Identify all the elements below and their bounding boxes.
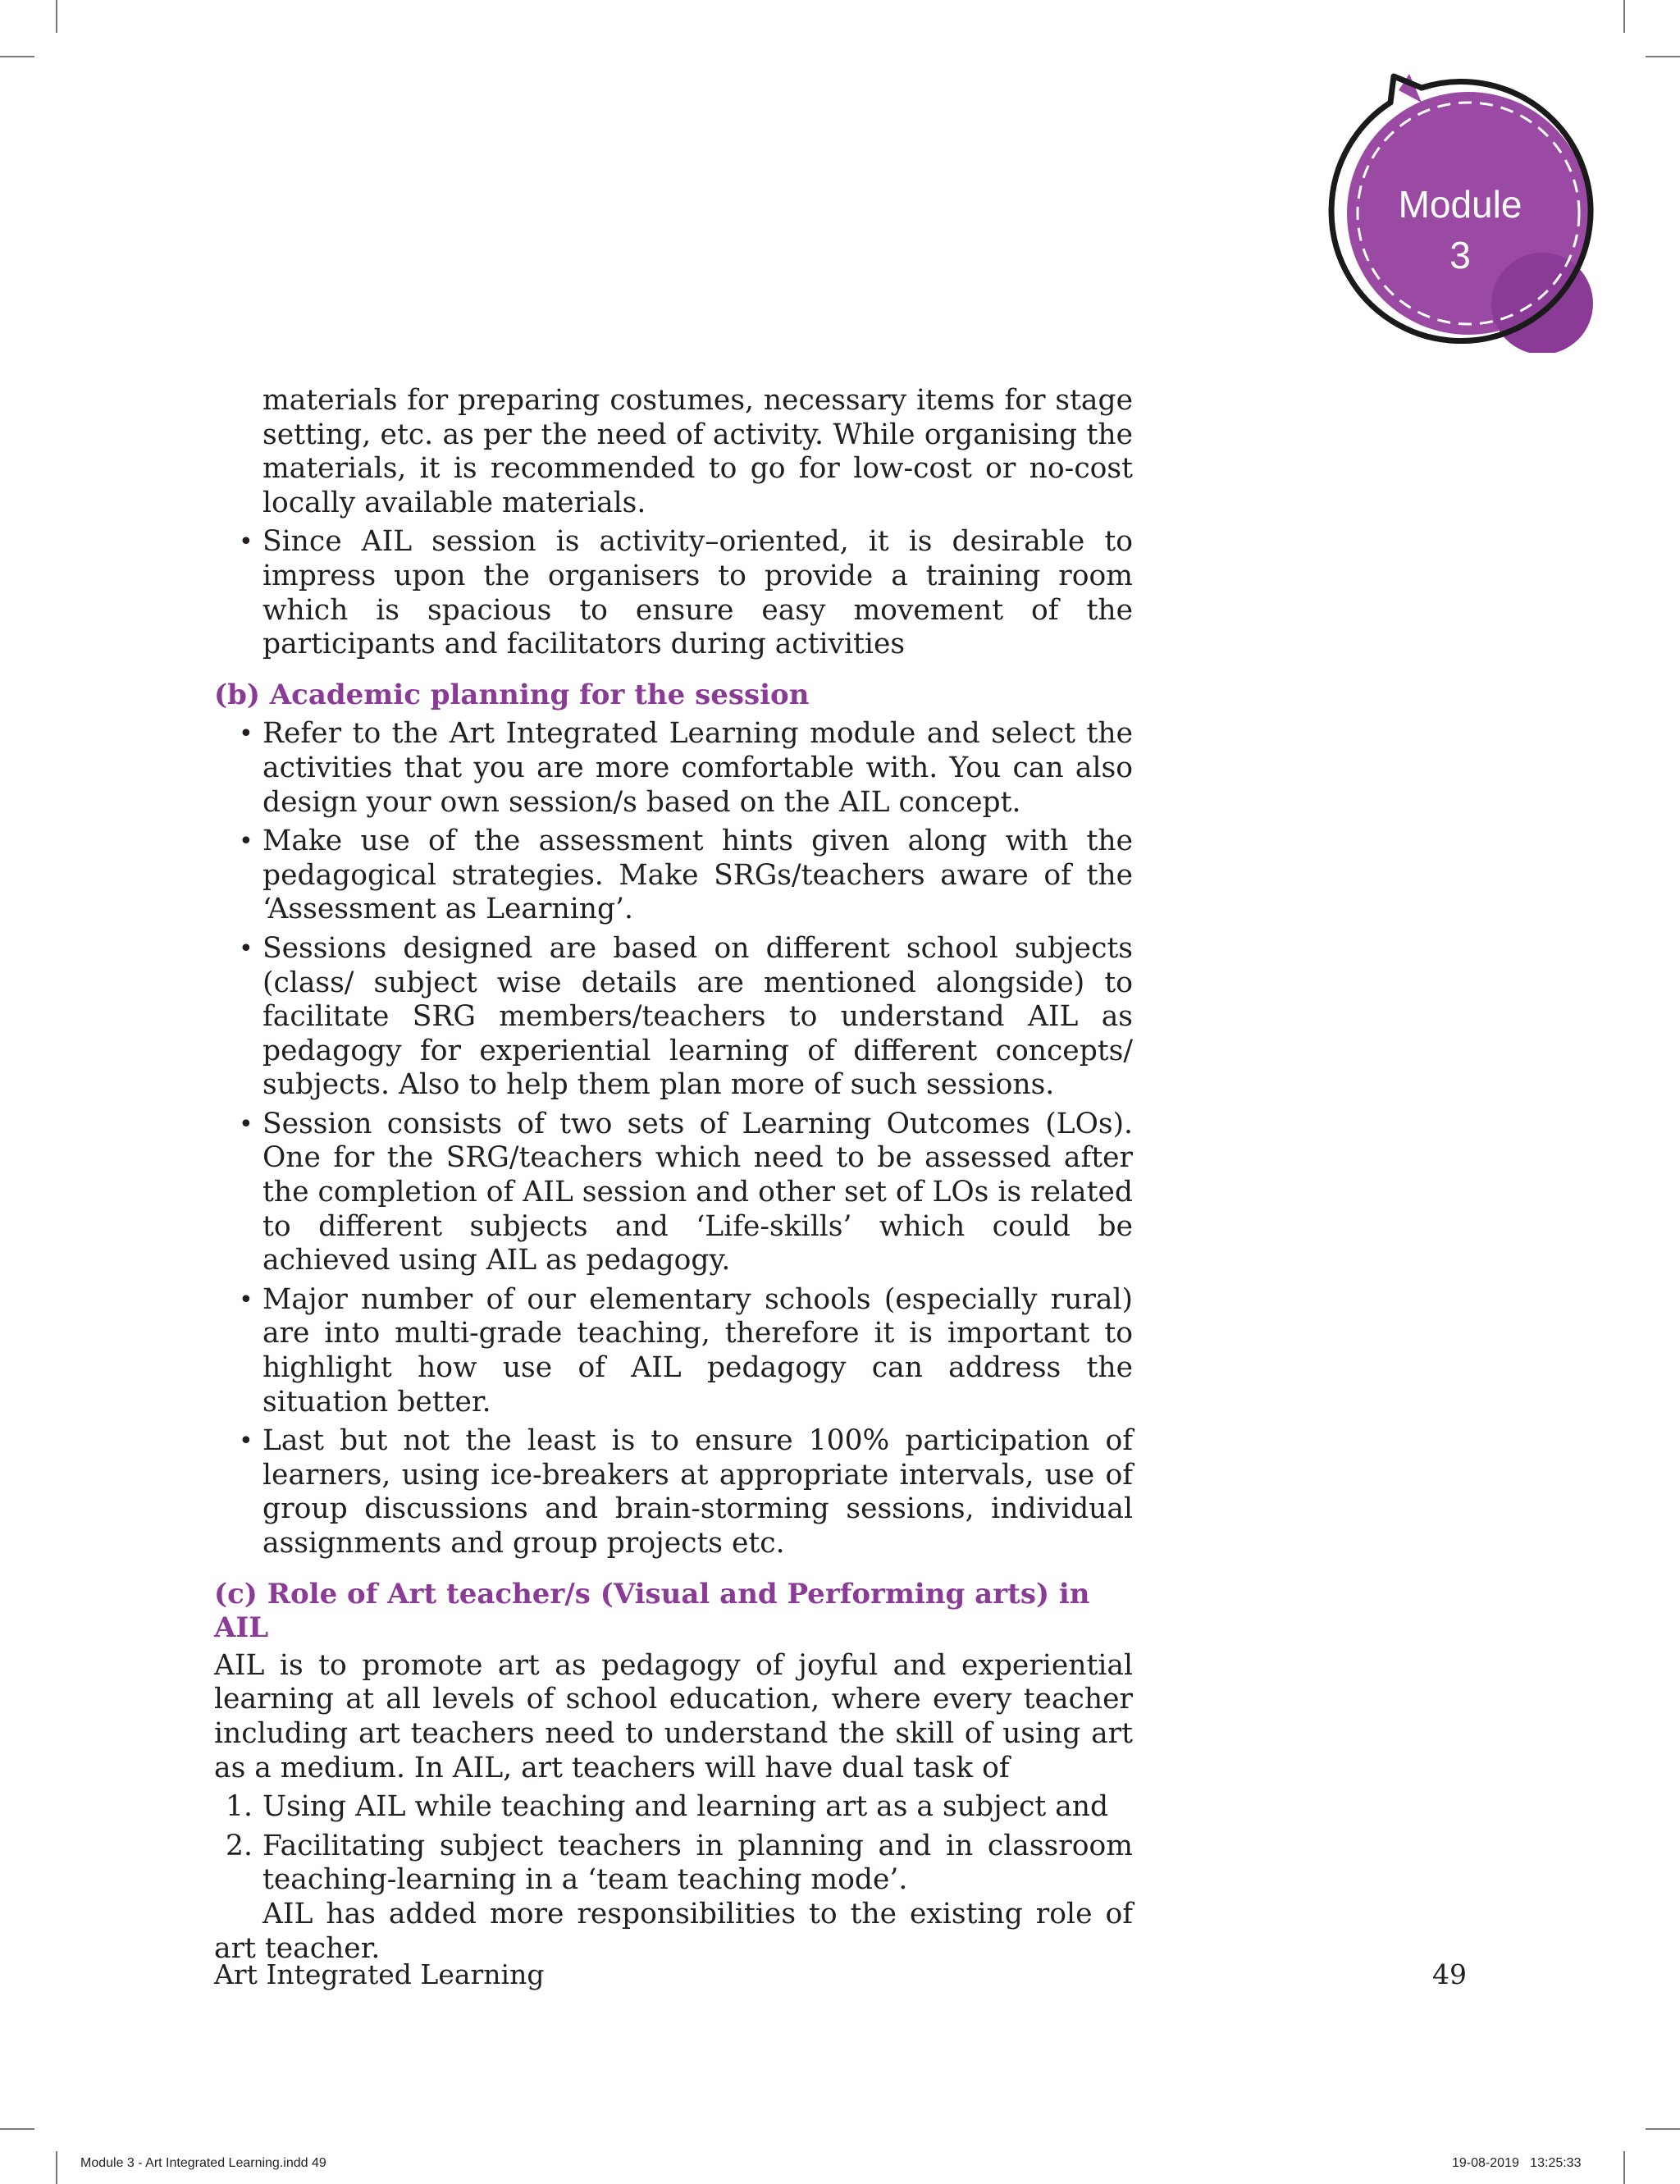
list-item-text: Session consists of two sets of Learning Outcomes (LOs). One for the SRG/teachers which need to be assessed after the completion of AIL session and other set of LOs is related to different subjects and ‘Life-skills’ which could be achieved using AIL as pedagogy. [262, 1107, 1133, 1277]
continued-paragraph: materials for preparing costumes, necessary items for stage setting, etc. as per the need of activity. While organising the materials, it is recommended to go for low-cost or no-cost locally available materials. [262, 384, 1133, 519]
list-item [214, 717, 1133, 820]
list-item [214, 1424, 1133, 1560]
crop-mark [1646, 2128, 1680, 2130]
list-number: 2. [226, 1829, 253, 1862]
running-footer-title: Art Integrated Learning [214, 1958, 545, 1990]
closing-paragraph: AIL has added more responsibilities to the existing role of art teacher. [214, 1897, 1133, 1965]
module-label: Module [1398, 183, 1522, 226]
crop-mark [56, 0, 57, 33]
list-item [214, 1830, 1133, 1898]
crop-mark [0, 56, 34, 57]
list-item [214, 1283, 1133, 1419]
bullet-icon: • [239, 934, 253, 963]
list-item-text: Make use of the assessment hints given along with the pedagogical strategies. Make SRGs/teachers aware of the ‘Assessment as Learning’. [262, 825, 1133, 926]
bullet-icon: • [239, 720, 253, 749]
bullet-list-a [214, 525, 1133, 661]
list-item-text: Sessions designed are based on different school subjects (class/ subject wise details are mentioned alongside) to facilitate SRG members/teachers to understand AIL as pedagogy for experiential learning of different concepts/ subjects. Also to help them plan more of such sessions. [262, 931, 1133, 1102]
list-item-text: Major number of our elementary schools (especially rural) are into multi-grade teaching, therefore it is important to highlight how use of AIL pedagogy can address the situation better. [262, 1282, 1133, 1419]
slug-filename: Module 3 - Art Integrated Learning.indd 49 [80, 2156, 326, 2170]
module-number: 3 [1449, 234, 1471, 276]
section-heading-b: (b) Academic planning for the session [214, 678, 810, 711]
crop-mark [1623, 2151, 1625, 2184]
bullet-icon: • [239, 1285, 253, 1314]
numbered-list-c [214, 1790, 1133, 1898]
bullet-icon: • [239, 1109, 253, 1139]
list-item-text: Since AIL session is activity–oriented, it is desirable to impress upon the organisers to provide a training room which is spacious to ensure easy movement of the participants and facilitators during activities [262, 525, 1133, 661]
page-content [214, 384, 1133, 1966]
module-badge-label [1333, 179, 1587, 281]
crop-mark [1623, 0, 1625, 33]
list-item [214, 825, 1133, 927]
page-number: 49 [1432, 1958, 1467, 1990]
crop-mark [1646, 56, 1680, 57]
list-item [214, 1108, 1133, 1278]
section-heading-c: (c) Role of Art teacher/s (Visual and Performing arts) in AIL [214, 1577, 1090, 1645]
bullet-icon: • [239, 1427, 253, 1456]
list-item [214, 525, 1133, 661]
paragraph-c: AIL is to promote art as pedagogy of joyful and experiential learning at all levels of school education, where every teacher including art teachers need to understand the skill of using art as a medium. In AIL, art teachers will have dual task of [214, 1648, 1133, 1784]
list-item [214, 932, 1133, 1103]
list-item-text: Facilitating subject teachers in planning and in classroom teaching-learning in a ‘team teaching mode’. [262, 1829, 1133, 1897]
bullet-list-b [214, 717, 1133, 1560]
list-item-text: Last but not the least is to ensure 100% participation of learners, using ice-breakers at appropriate intervals, use of group discussions and brain-storming sessions, individual assignments and group projects etc. [262, 1424, 1133, 1560]
slug-timestamp: 19-08-2019 13:25:33 [1452, 2156, 1582, 2170]
crop-mark [0, 2128, 34, 2130]
list-number: 1. [226, 1790, 253, 1824]
crop-mark [56, 2151, 57, 2184]
bullet-icon: • [239, 528, 253, 557]
bullet-icon: • [239, 827, 253, 857]
list-item-text: Refer to the Art Integrated Learning module and select the activities that you are more comfortable with. You can also design your own session/s based on the AIL concept. [262, 717, 1133, 819]
list-item-text: Using AIL while teaching and learning art as a subject and [262, 1790, 1109, 1824]
list-item [214, 1790, 1133, 1825]
